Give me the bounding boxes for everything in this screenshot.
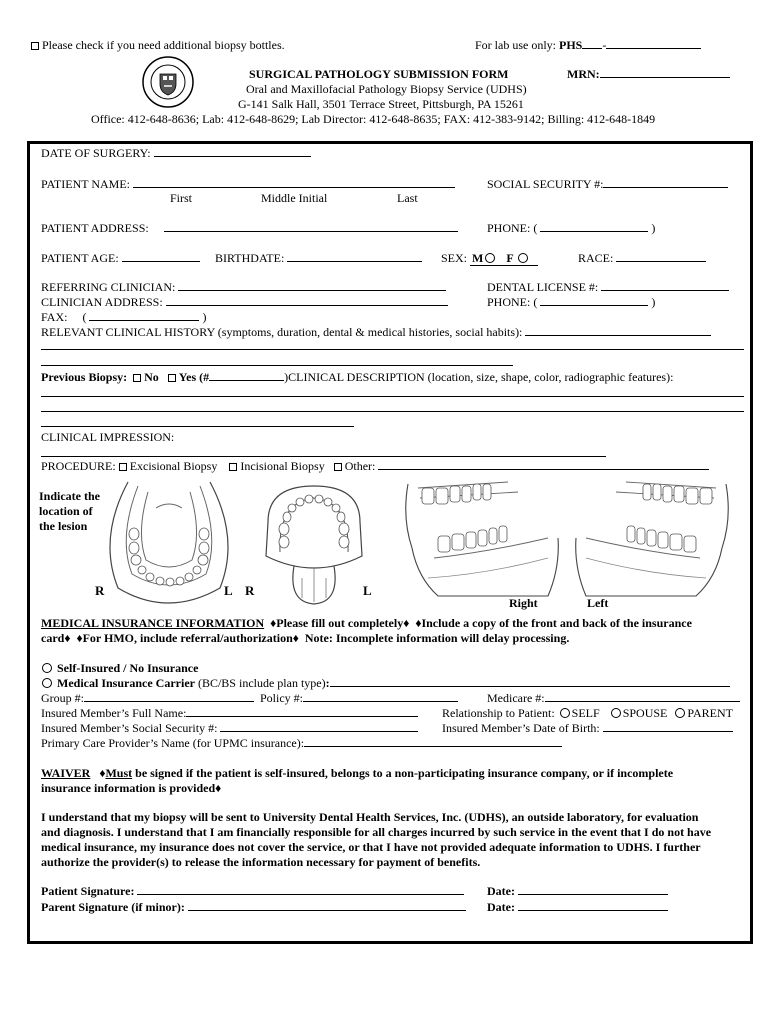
parent-signature-field[interactable]: Parent Signature (if minor): — [41, 900, 466, 914]
race-field[interactable]: RACE: — [578, 251, 706, 265]
upper-arch-diagram[interactable] — [258, 482, 370, 608]
patient-address-field[interactable]: PATIENT ADDRESS: — [41, 221, 458, 235]
date-of-surgery-field[interactable]: DATE OF SURGERY: — [41, 146, 311, 160]
medicare-field[interactable]: Medicare #: — [487, 691, 740, 705]
bottles-label: Please check if you need additional biopsy bottles. — [42, 38, 285, 52]
lab-use-label: For lab use only: — [475, 38, 559, 52]
insurance-notes-row: card♦ ♦For HMO, include referral/authorization♦ Note: Incomplete information will delay processing. — [41, 631, 570, 645]
service-contacts: Office: 412-648-8636; Lab: 412-648-8629; Lab Director: 412-648-8635; FAX: 412-383-9142; Billing: 412-648-1849 — [91, 112, 656, 126]
right-view-label: Right — [509, 596, 538, 610]
referring-clinician-field[interactable]: REFERRING CLINICIAN: — [41, 280, 446, 294]
description-line-3[interactable] — [41, 426, 354, 427]
patient-phone-field[interactable]: PHONE: ( ) — [487, 221, 656, 235]
left-jaw-diagram[interactable] — [570, 478, 736, 600]
description-line-1[interactable] — [41, 396, 744, 397]
sex-m-radio[interactable] — [485, 253, 495, 263]
self-insured-radio[interactable] — [42, 663, 52, 673]
arch-r-label: R — [95, 583, 105, 598]
name-last-label: Last — [397, 191, 418, 205]
clinician-phone-field[interactable]: PHONE: ( ) — [487, 295, 656, 309]
excisional-checkbox[interactable] — [119, 463, 127, 471]
sex-f-radio[interactable] — [518, 253, 528, 263]
waiver-para-3: medical insurance, my insurance does not cover the service, or that I have not provided adequate information to UDHS. I further — [41, 840, 701, 854]
group-field[interactable]: Group #: — [41, 691, 254, 705]
parent-radio[interactable] — [675, 708, 685, 718]
sex-field[interactable]: SEX: M F — [441, 251, 538, 265]
waiver-para-2: and diagnosis. I understand that I am financially responsible for all charges incurred by such service in the event that I do not have — [41, 825, 712, 839]
history-line-2[interactable] — [41, 365, 513, 366]
mrn-field: MRN: — [567, 67, 730, 81]
waiver-para-4: authorize the provider(s) to release the information necessary for payment of benefits. — [41, 855, 481, 869]
insurance-heading: MEDICAL INSURANCE INFORMATION — [41, 616, 265, 630]
service-address: G-141 Salk Hall, 3501 Terrace Street, Pittsburgh, PA 15261 — [238, 97, 524, 111]
form-title: SURGICAL PATHOLOGY SUBMISSION FORM — [249, 67, 509, 81]
waiver-para-1: I understand that my biopsy will be sent to University Dental Health Services, Inc. (UDHS), an outside laboratory, for evaluation — [41, 810, 699, 824]
clinician-address-field[interactable]: CLINICIAN ADDRESS: — [41, 295, 448, 309]
bottles-checkbox[interactable] — [31, 42, 39, 50]
lower-arch-diagram[interactable] — [98, 478, 240, 608]
parent-date-field[interactable]: Date: — [487, 900, 668, 914]
insured-name-field[interactable]: Insured Member’s Full Name: — [41, 706, 418, 720]
palate-r-label: R — [245, 583, 255, 598]
arch-l-label: L — [224, 583, 233, 598]
insured-dob-field[interactable]: Insured Member’s Date of Birth: — [442, 721, 733, 735]
incisional-checkbox[interactable] — [229, 463, 237, 471]
patient-signature-field[interactable]: Patient Signature: — [41, 884, 464, 898]
self-radio[interactable] — [560, 708, 570, 718]
policy-field[interactable]: Policy #: — [260, 691, 458, 705]
waiver-heading: WAIVER — [41, 766, 91, 780]
procedure-row: PROCEDURE: Excisional Biopsy Incisional Biopsy Other: — [41, 459, 709, 473]
clinical-history-field[interactable]: RELEVANT CLINICAL HISTORY (symptoms, duration, dental & medical histories, social habits): — [41, 325, 711, 339]
biopsy-no-checkbox[interactable] — [133, 374, 141, 382]
name-middle-label: Middle Initial — [261, 191, 328, 205]
patient-date-field[interactable]: Date: — [487, 884, 668, 898]
fax-field[interactable]: FAX: ( ) — [41, 310, 207, 324]
spouse-radio[interactable] — [611, 708, 621, 718]
insured-ssn-field[interactable]: Insured Member’s Social Security #: — [41, 721, 418, 735]
ssn-field[interactable]: SOCIAL SECURITY #: — [487, 177, 728, 191]
right-jaw-diagram[interactable] — [398, 478, 566, 600]
relationship-field: Relationship to Patient: SELF SPOUSE PARENT — [442, 706, 733, 720]
indicate-lesion-label: Indicate the location of the lesion — [39, 489, 100, 533]
waiver-row-1: WAIVER ♦Must be signed if the patient is self-insured, belongs to a non-participating insurance company, or if incomplete — [41, 766, 674, 780]
lab-use-field: For lab use only: PHS - — [475, 38, 701, 52]
left-view-label: Left — [587, 596, 609, 610]
service-name: Oral and Maxillofacial Pathology Biopsy Service (UDHS) — [246, 82, 527, 96]
history-line-1[interactable] — [41, 349, 744, 350]
phs-label: PHS — [559, 38, 583, 52]
university-seal — [142, 56, 194, 108]
impression-line[interactable] — [41, 456, 606, 457]
insurance-heading-row: MEDICAL INSURANCE INFORMATION ♦Please fill out completely♦ ♦Include a copy of the front and back of the insurance — [41, 616, 692, 630]
clinical-impression-label: CLINICAL IMPRESSION: — [41, 430, 175, 444]
carrier-radio[interactable] — [42, 678, 52, 688]
dental-license-field[interactable]: DENTAL LICENSE #: — [487, 280, 729, 294]
description-line-2[interactable] — [41, 411, 744, 412]
waiver-row-2: insurance information is provided♦ — [41, 781, 222, 795]
pcp-field[interactable]: Primary Care Provider’s Name (for UPMC insurance): — [41, 736, 562, 750]
bottles-checkbox-row[interactable] — [31, 38, 285, 52]
palate-l-label: L — [363, 583, 372, 598]
birthdate-field[interactable]: BIRTHDATE: — [215, 251, 422, 265]
carrier-option[interactable]: Medical Insurance Carrier (BC/BS include plan type): — [40, 676, 730, 690]
patient-age-field[interactable]: PATIENT AGE: — [41, 251, 200, 265]
previous-biopsy-row: Previous Biopsy: No Yes (# )CLINICAL DESCRIPTION (location, size, shape, color, radiographic features): — [41, 370, 674, 384]
biopsy-yes-checkbox[interactable] — [168, 374, 176, 382]
patient-name-field[interactable]: PATIENT NAME: — [41, 177, 455, 191]
other-checkbox[interactable] — [334, 463, 342, 471]
self-insured-option[interactable]: Self-Insured / No Insurance — [40, 661, 198, 675]
name-first-label: First — [170, 191, 193, 205]
